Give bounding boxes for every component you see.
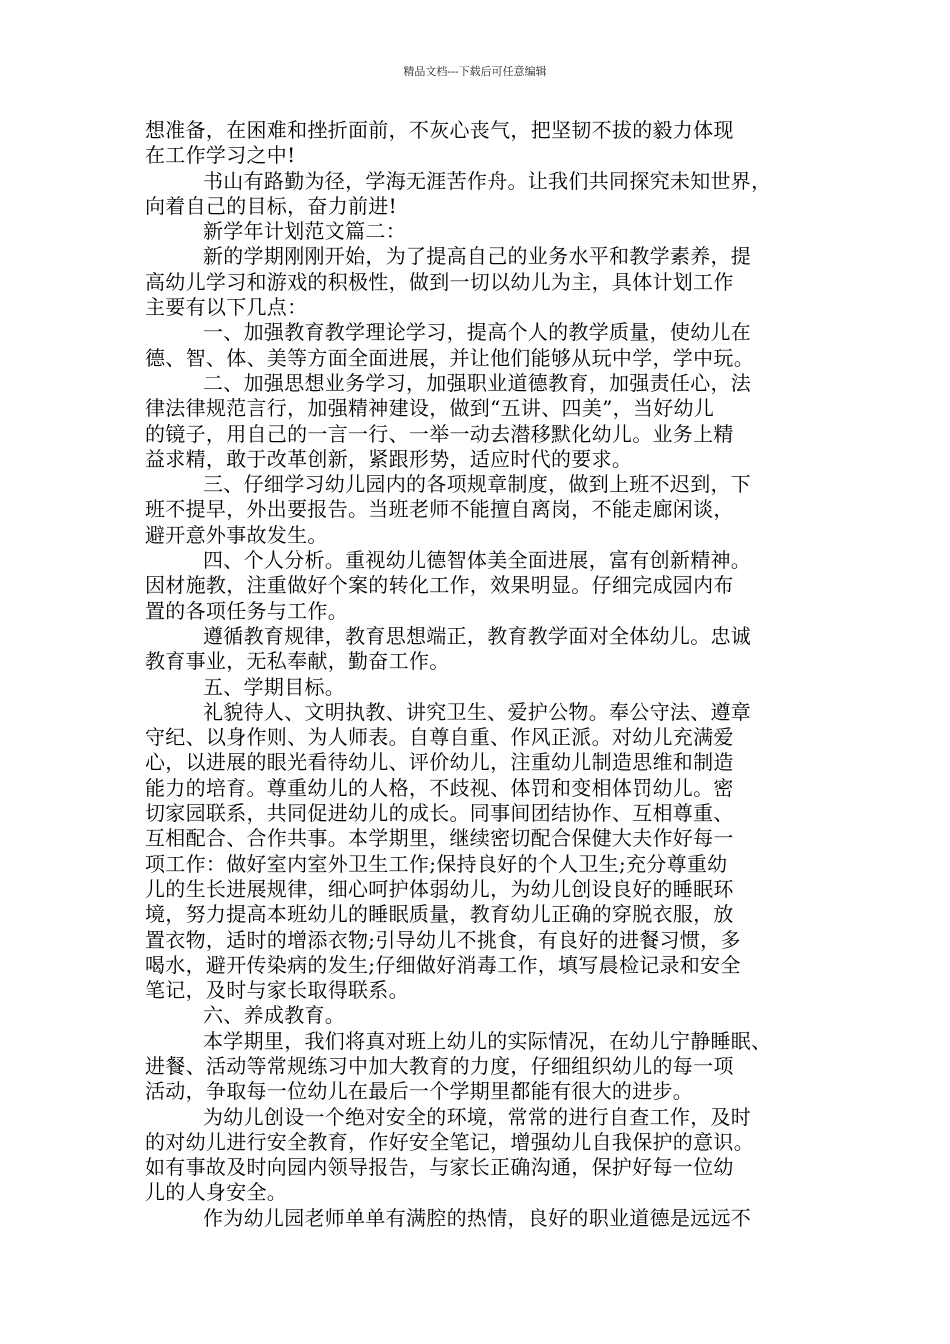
- text-line: 六、养成教育。: [203, 1003, 346, 1028]
- text-line: 活动，争取每一位幼儿在最后一个学期里都能有很大的进步。: [145, 1079, 694, 1104]
- text-line: 新学年计划范文篇二：: [203, 219, 406, 244]
- document-body: [145, 118, 810, 1231]
- text-line: 的镜子，用自己的一言一行、一举一动去潜移默化幼儿。业务上精: [145, 421, 734, 446]
- text-line: 高幼儿学习和游戏的积极性，做到一切以幼儿为主，具体计划工作: [145, 269, 734, 294]
- text-line: 想准备，在困难和挫折面前，不灰心丧气，把坚韧不拔的毅力体现: [145, 118, 734, 142]
- text-line: 主要有以下几点：: [145, 295, 308, 320]
- text-line: 向着自己的目标，奋力前进!: [145, 193, 397, 218]
- text-line: 项工作：做好室内室外卫生工作;保持良好的个人卫生;充分尊重幼: [145, 851, 728, 876]
- text-line: 二、加强思想业务学习，加强职业道德教育，加强责任心，法: [203, 370, 752, 395]
- text-line: 律法律规范言行，加强精神建设，做到“五讲、四美”，当好幼儿: [145, 396, 715, 421]
- text-line: 心，以进展的眼光看待幼儿、评价幼儿，注重幼儿制造思维和制造: [145, 750, 734, 775]
- text-line: 能力的培育。尊重幼儿的人格，不歧视、体罚和变相体罚幼儿。密: [145, 775, 734, 800]
- text-line: 本学期里，我们将真对班上幼儿的实际情况，在幼儿宁静睡眠、: [203, 1028, 772, 1053]
- text-line: 礼貌待人、文明执教、讲究卫生、爱护公物。奉公守法、遵章: [203, 699, 752, 724]
- text-line: 互相配合、合作共事。本学期里，继续密切配合保健大夫作好每一: [145, 826, 734, 851]
- text-line: 班不提早，外出要报告。当班老师不能擅自离岗，不能走廊闲谈，: [145, 497, 734, 522]
- text-line: 置衣物，适时的增添衣物;引导幼儿不挑食，有良好的进餐习惯，多: [145, 927, 741, 952]
- text-line: 书山有路勤为径，学海无涯苦作舟。让我们共同探究未知世界，: [203, 168, 772, 193]
- text-line: 因材施教，注重做好个案的转化工作，效果明显。仔细完成园内布: [145, 573, 734, 598]
- text-line: 进餐、活动等常规练习中加大教育的力度，仔细组织幼儿的每一项: [145, 1053, 734, 1078]
- text-line: 益求精，敢于改革创新，紧跟形势，适应时代的要求。: [145, 446, 633, 471]
- text-line: 避开意外事故发生。: [145, 522, 328, 547]
- text-line: 如有事故及时向园内领导报告，与家长正确沟通，保护好每一位幼: [145, 1155, 734, 1180]
- text-line: 遵循教育规律，教育思想端正，教育教学面对全体幼儿。忠诚: [203, 623, 752, 648]
- text-line: 为幼儿创设一个绝对安全的环境，常常的进行自查工作，及时: [203, 1104, 752, 1129]
- text-line: 的对幼儿进行安全教育，作好安全笔记，增强幼儿自我保护的意识。: [145, 1129, 754, 1154]
- text-line: 儿的人身安全。: [145, 1180, 288, 1205]
- text-line: 喝水，避开传染病的发生;仔细做好消毒工作，填写晨检记录和安全: [145, 952, 741, 977]
- text-line: 作为幼儿园老师单单有满腔的热情，良好的职业道德是远远不: [203, 1205, 752, 1230]
- text-line: 德、智、体、美等方面全面进展，并让他们能够从玩中学，学中玩。: [145, 345, 754, 370]
- text-line: 新的学期刚刚开始，为了提高自己的业务水平和教学素养，提: [203, 244, 752, 269]
- text-line: 置的各项任务与工作。: [145, 598, 348, 623]
- text-line: 境，努力提高本班幼儿的睡眠质量，教育幼儿正确的穿脱衣服，放: [145, 902, 734, 927]
- text-line: 一、加强教育教学理论学习，提高个人的教学质量，使幼儿在: [203, 320, 752, 345]
- text-line: 五、学期目标。: [203, 674, 346, 699]
- text-line: 守纪、以身作则、为人师表。自尊自重、作风正派。对幼儿充满爱: [145, 725, 734, 750]
- text-line: 儿的生长进展规律，细心呵护体弱幼儿，为幼儿创设良好的睡眠环: [145, 876, 734, 901]
- text-line: 四、个人分析。重视幼儿德智体美全面进展，富有创新精神。: [203, 548, 752, 573]
- text-line: 三、仔细学习幼儿园内的各项规章制度，做到上班不迟到，下: [203, 472, 752, 497]
- text-line: 笔记，及时与家长取得联系。: [145, 978, 409, 1003]
- page-header: 精品文档---下载后可任意编辑: [403, 65, 547, 78]
- text-line: 教育事业，无私奉献，勤奋工作。: [145, 649, 450, 674]
- text-line: 在工作学习之中!: [145, 143, 296, 168]
- text-line: 切家园联系，共同促进幼儿的成长。同事间团结协作、互相尊重、: [145, 801, 734, 826]
